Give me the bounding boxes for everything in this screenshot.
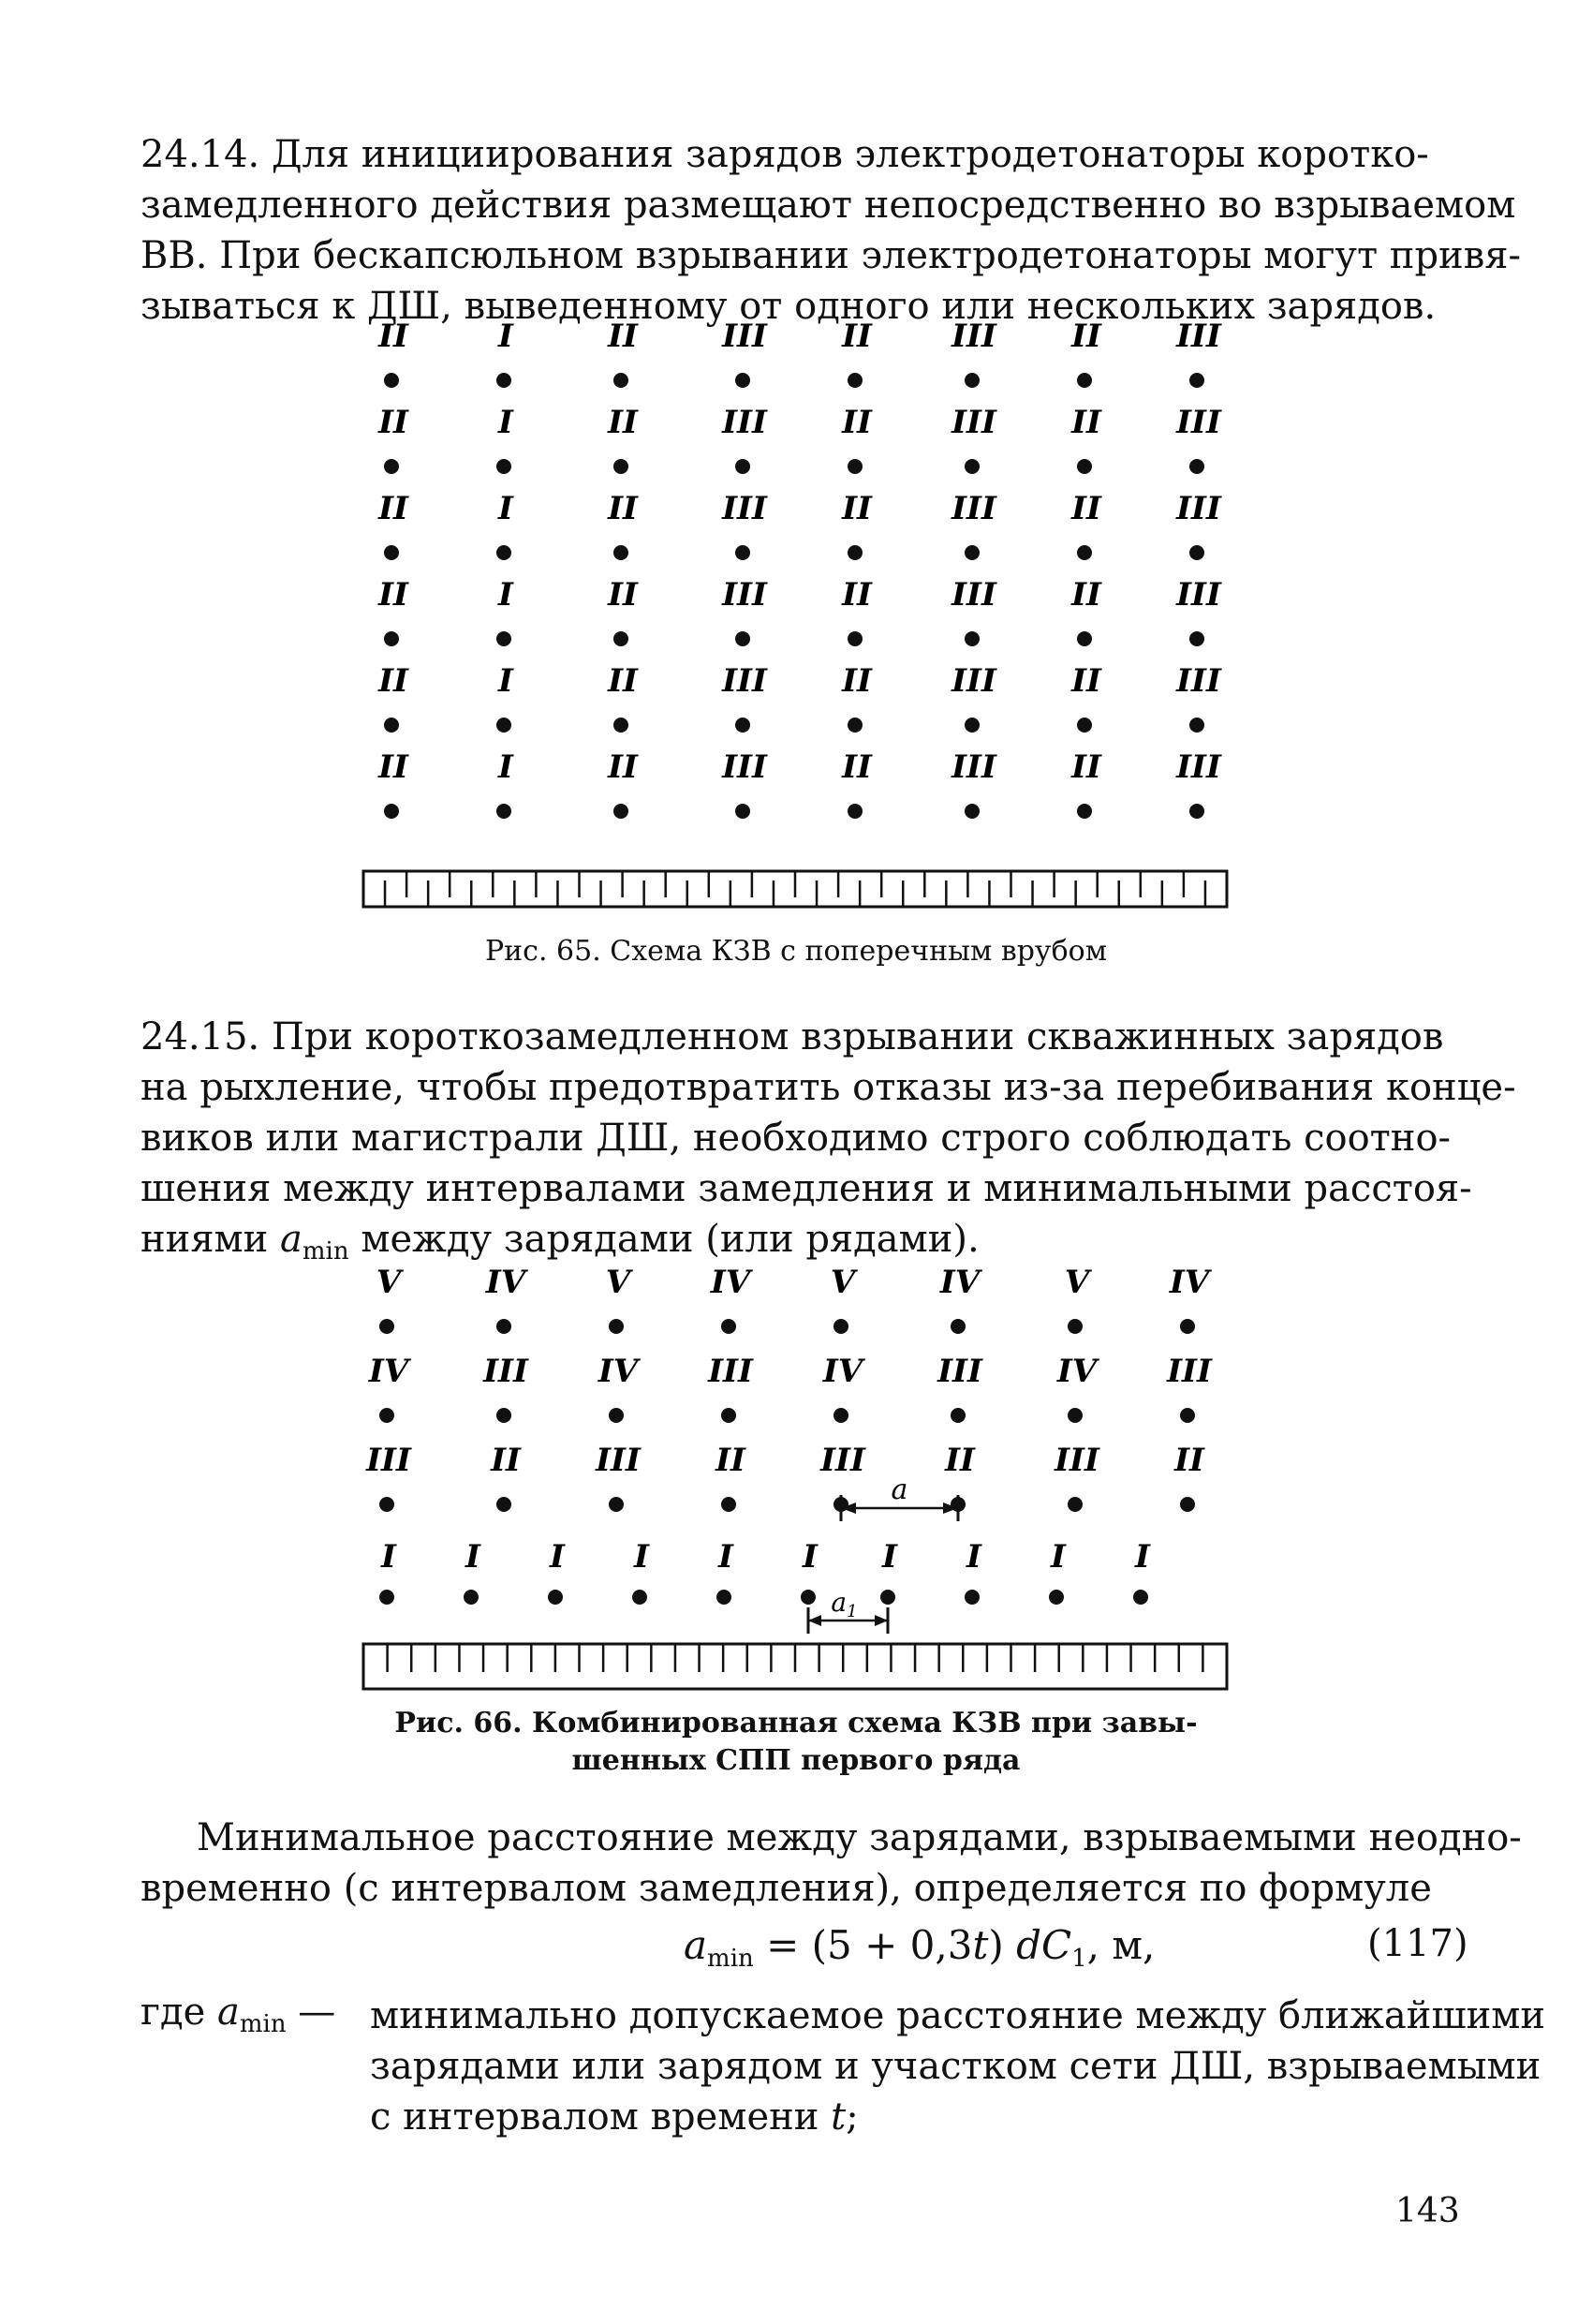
text-line: замедленного действия размещают непосредственно во взрываемом — [140, 184, 1516, 227]
first-row-label: I — [1135, 1538, 1150, 1576]
charge-hole — [496, 718, 511, 733]
charge-order-label: II — [1071, 662, 1101, 700]
first-row-label: I — [550, 1538, 565, 1576]
charge-order-label: IV — [597, 1353, 639, 1390]
text-line: зываться к ДШ, выведенному от одного или нескольких зарядов. — [140, 285, 1437, 328]
text-line: зарядами или зарядом и участком сети ДШ, взрываемыми — [370, 2045, 1541, 2088]
charge-order-label: II — [842, 404, 872, 441]
first-row-hole — [1049, 1590, 1064, 1605]
charge-order-label: I — [498, 404, 513, 441]
text-line: временно (с интервалом замедления), определяется по формуле — [140, 1867, 1432, 1910]
charge-order-label: IV — [1056, 1353, 1098, 1390]
charge-order-label: III — [937, 1353, 982, 1390]
charge-order-label: III — [951, 318, 996, 355]
where-definition — [370, 1991, 1546, 2142]
first-row-label: I — [465, 1538, 480, 1576]
first-row-label: I — [634, 1538, 649, 1576]
charge-hole — [384, 373, 399, 388]
charge-order-label: I — [498, 490, 513, 527]
charge-order-label: V — [830, 1264, 856, 1301]
charge-hole — [1077, 631, 1092, 646]
charge-hole — [613, 459, 628, 474]
charge-hole — [379, 1319, 394, 1334]
charge-hole — [833, 1408, 848, 1423]
first-row-label: I — [803, 1538, 818, 1576]
charge-order-label: II — [378, 318, 408, 355]
charge-order-label: IV — [1169, 1264, 1210, 1301]
text-fragment: с интервалом времени — [370, 2095, 832, 2139]
charge-hole — [496, 459, 511, 474]
charge-hole — [384, 804, 399, 819]
charge-order-label: III — [722, 662, 767, 700]
first-row-label: I — [718, 1538, 733, 1576]
figure-66-caption — [356, 1705, 1236, 1780]
charge-order-label: II — [1071, 748, 1101, 786]
charge-order-label: III — [722, 318, 767, 355]
charge-order-label: II — [842, 748, 872, 786]
charge-hole — [613, 804, 628, 819]
charge-hole — [1189, 545, 1204, 560]
charge-hole — [1189, 459, 1204, 474]
charge-order-label: III — [722, 490, 767, 527]
charge-hole — [833, 1319, 848, 1334]
charge-hole — [496, 804, 511, 819]
text-fragment: между зарядами (или рядами). — [348, 1218, 980, 1261]
page-number: 143 — [1395, 2192, 1460, 2230]
charge-order-label: II — [1071, 318, 1101, 355]
formula-part: ) — [988, 1922, 1017, 1968]
charge-hole — [496, 373, 511, 388]
charge-hole — [965, 459, 980, 474]
first-row-label: I — [1051, 1538, 1066, 1576]
charge-hole — [1189, 373, 1204, 388]
charge-order-label: I — [498, 318, 513, 355]
charge-hole — [965, 718, 980, 733]
figure-66 — [356, 1260, 1236, 1700]
charge-hole — [496, 1319, 511, 1334]
first-row-hole — [801, 1590, 816, 1605]
charge-hole — [379, 1408, 394, 1423]
dimension-a-label: a — [891, 1473, 908, 1506]
charge-order-label: II — [715, 1442, 745, 1479]
charge-order-label: III — [1167, 1353, 1212, 1390]
charge-hole — [735, 718, 750, 733]
text-line: минимально допускаемое расстояние между ближайшими — [370, 1994, 1546, 2037]
charge-order-label: III — [1176, 404, 1221, 441]
charge-order-label: III — [1176, 490, 1221, 527]
charge-order-label: II — [842, 662, 872, 700]
charge-hole — [848, 718, 863, 733]
text-line: шения между интервалами замедления и минимальными расстоя- — [140, 1167, 1472, 1210]
formula-var: dC — [1016, 1922, 1072, 1968]
text-fragment: — — [286, 1991, 336, 2034]
charge-hole — [1180, 1497, 1195, 1512]
first-row-hole — [716, 1590, 731, 1605]
charge-order-label: II — [378, 748, 408, 786]
charge-order-label: II — [378, 404, 408, 441]
charge-hole — [721, 1497, 736, 1512]
formula-sub: 1 — [1071, 1945, 1087, 1973]
charge-hole — [735, 804, 750, 819]
formula-var: t — [972, 1922, 989, 1968]
charge-hole — [951, 1319, 966, 1334]
charge-hole — [735, 373, 750, 388]
charge-hole — [1077, 804, 1092, 819]
dimension-a1 — [808, 1587, 888, 1634]
charge-order-label: III — [951, 404, 996, 441]
figure-65-caption: Рис. 65. Схема КЗВ с поперечным врубом — [484, 935, 1108, 968]
formula-117 — [684, 1922, 1155, 1973]
charge-hole — [384, 545, 399, 560]
charge-order-label: II — [608, 404, 638, 441]
charge-hole — [1068, 1408, 1083, 1423]
charge-hole — [613, 373, 628, 388]
dimension-a — [841, 1473, 958, 1521]
formula-part: = (5 + 0,3 — [753, 1922, 973, 1968]
charge-hole — [735, 631, 750, 646]
charge-order-label: IV — [485, 1264, 526, 1301]
charge-hole — [848, 459, 863, 474]
charge-order-label: II — [1174, 1442, 1204, 1479]
charge-hole — [384, 631, 399, 646]
caption-line: шенных СПП первого ряда — [571, 1744, 1021, 1777]
paragraph-24-14 — [140, 129, 1521, 332]
charge-hole — [1189, 804, 1204, 819]
charge-hole — [496, 545, 511, 560]
charge-order-label: II — [608, 318, 638, 355]
text-fragment: ниями — [140, 1218, 281, 1261]
charge-order-label: IV — [939, 1264, 981, 1301]
figure-65-diagram — [356, 318, 1236, 918]
subscript-min: min — [302, 1237, 349, 1266]
charge-hole — [1189, 631, 1204, 646]
first-row-label: I — [966, 1538, 981, 1576]
paragraph-after — [140, 1813, 1522, 1914]
charge-order-label: II — [1071, 404, 1101, 441]
text-line: ВВ. При бескапсюльном взрывании электродетонаторы могут привя- — [140, 234, 1521, 277]
charge-order-label: III — [820, 1442, 865, 1479]
charge-hole — [1077, 373, 1092, 388]
charge-hole — [379, 1497, 394, 1512]
charge-order-label: III — [708, 1353, 753, 1390]
figure-66-diagram — [356, 1260, 1236, 1700]
charge-order-label: II — [491, 1442, 521, 1479]
charge-hole — [951, 1408, 966, 1423]
charge-order-label: II — [842, 576, 872, 614]
charge-hole — [735, 459, 750, 474]
formula-sub: min — [707, 1945, 754, 1973]
variable-a: a — [216, 1991, 240, 2034]
charge-hole — [1068, 1319, 1083, 1334]
first-row-hole — [379, 1590, 394, 1605]
text-line: Минимальное расстояние между зарядами, взрываемыми неодно- — [197, 1816, 1522, 1859]
charge-order-label: II — [378, 490, 408, 527]
charge-hole — [965, 804, 980, 819]
charge-hole — [965, 545, 980, 560]
charge-order-label: III — [722, 404, 767, 441]
where-label — [140, 1991, 335, 2038]
charge-order-label: III — [1176, 318, 1221, 355]
charge-hole — [1068, 1497, 1083, 1512]
caption-line: Рис. 66. Комбинированная схема КЗВ при завы- — [394, 1707, 1198, 1739]
text-fragment: где — [140, 1991, 217, 2034]
figure-65 — [356, 318, 1236, 918]
charge-order-label: II — [1071, 576, 1101, 614]
variable-a: a — [280, 1218, 302, 1261]
text-line: виков или магистрали ДШ, необходимо строго соблюдать соотно- — [140, 1117, 1452, 1160]
charge-order-label: II — [608, 748, 638, 786]
first-row-hole — [464, 1590, 479, 1605]
charge-hole — [496, 631, 511, 646]
charge-hole — [609, 1408, 624, 1423]
charge-order-label: V — [1064, 1264, 1090, 1301]
formula-var: a — [684, 1922, 708, 1968]
charge-hole — [1180, 1319, 1195, 1334]
charge-hole — [496, 1497, 511, 1512]
first-row-hole — [632, 1590, 647, 1605]
charge-order-label: III — [1176, 576, 1221, 614]
charge-order-label: III — [722, 576, 767, 614]
subscript-min: min — [239, 2010, 287, 2038]
first-row-label: I — [882, 1538, 897, 1576]
charge-order-label: III — [1176, 662, 1221, 700]
charge-order-label: I — [498, 576, 513, 614]
variable-t: t — [831, 2095, 847, 2139]
first-row-hole — [965, 1590, 980, 1605]
formula-part: , м, — [1086, 1922, 1156, 1968]
charge-hole — [613, 718, 628, 733]
charge-order-label: V — [605, 1264, 631, 1301]
charge-hole — [613, 631, 628, 646]
charge-hole — [609, 1497, 624, 1512]
charge-hole — [965, 631, 980, 646]
paragraph-24-15 — [140, 1012, 1516, 1277]
charge-hole — [721, 1408, 736, 1423]
charge-hole — [848, 545, 863, 560]
charge-order-label: III — [366, 1442, 411, 1479]
charge-order-label: II — [608, 576, 638, 614]
charge-hole — [613, 545, 628, 560]
first-row-hole — [1133, 1590, 1148, 1605]
charge-hole — [1077, 459, 1092, 474]
charge-hole — [721, 1319, 736, 1334]
charge-hole — [1180, 1408, 1195, 1423]
charge-order-label: II — [608, 662, 638, 700]
charge-order-label: II — [608, 490, 638, 527]
charge-order-label: III — [951, 490, 996, 527]
first-row-hole — [548, 1590, 563, 1605]
charge-order-label: III — [951, 576, 996, 614]
text-line: 24.15. При короткозамедленном взрывании скважинных зарядов — [140, 1015, 1444, 1058]
charge-order-label: I — [498, 748, 513, 786]
equation-number: (117) — [1367, 1922, 1468, 1965]
charge-order-label: III — [951, 748, 996, 786]
text-line-last — [370, 2092, 1452, 2142]
charge-order-label: III — [951, 662, 996, 700]
charge-order-label: II — [945, 1442, 975, 1479]
charge-hole — [965, 373, 980, 388]
charge-order-label: II — [378, 576, 408, 614]
charge-order-label: III — [1176, 748, 1221, 786]
charge-hole — [384, 459, 399, 474]
charge-hole — [1077, 718, 1092, 733]
charge-hole — [384, 718, 399, 733]
charge-order-label: III — [596, 1442, 641, 1479]
charge-order-label: III — [1055, 1442, 1099, 1479]
charge-order-label: II — [378, 662, 408, 700]
text-fragment: ; — [846, 2095, 859, 2139]
first-row-label: I — [381, 1538, 396, 1576]
charge-hole — [496, 1408, 511, 1423]
first-row-hole — [880, 1590, 895, 1605]
trench-bar — [363, 1644, 1227, 1689]
text-line: на рыхление, чтобы предотвратить отказы из-за перебивания конце- — [140, 1066, 1516, 1109]
charge-order-label: II — [842, 318, 872, 355]
charge-hole — [609, 1319, 624, 1334]
charge-hole — [848, 631, 863, 646]
trench-bar — [363, 871, 1227, 907]
charge-order-label: II — [1071, 490, 1101, 527]
charge-order-label: III — [483, 1353, 528, 1390]
charge-hole — [1077, 545, 1092, 560]
charge-order-label: V — [376, 1264, 402, 1301]
charge-hole — [735, 545, 750, 560]
dimension-a1-label: $a_1$ — [831, 1587, 858, 1621]
charge-hole — [848, 373, 863, 388]
charge-order-label: I — [498, 662, 513, 700]
charge-order-label: IV — [822, 1353, 863, 1390]
text-line: 24.14. Для инициирования зарядов электродетонаторы коротко- — [140, 133, 1429, 176]
charge-hole — [1189, 718, 1204, 733]
charge-order-label: III — [722, 748, 767, 786]
charge-order-label: IV — [710, 1264, 751, 1301]
charge-order-label: II — [842, 490, 872, 527]
charge-order-label: IV — [368, 1353, 409, 1390]
charge-hole — [848, 804, 863, 819]
